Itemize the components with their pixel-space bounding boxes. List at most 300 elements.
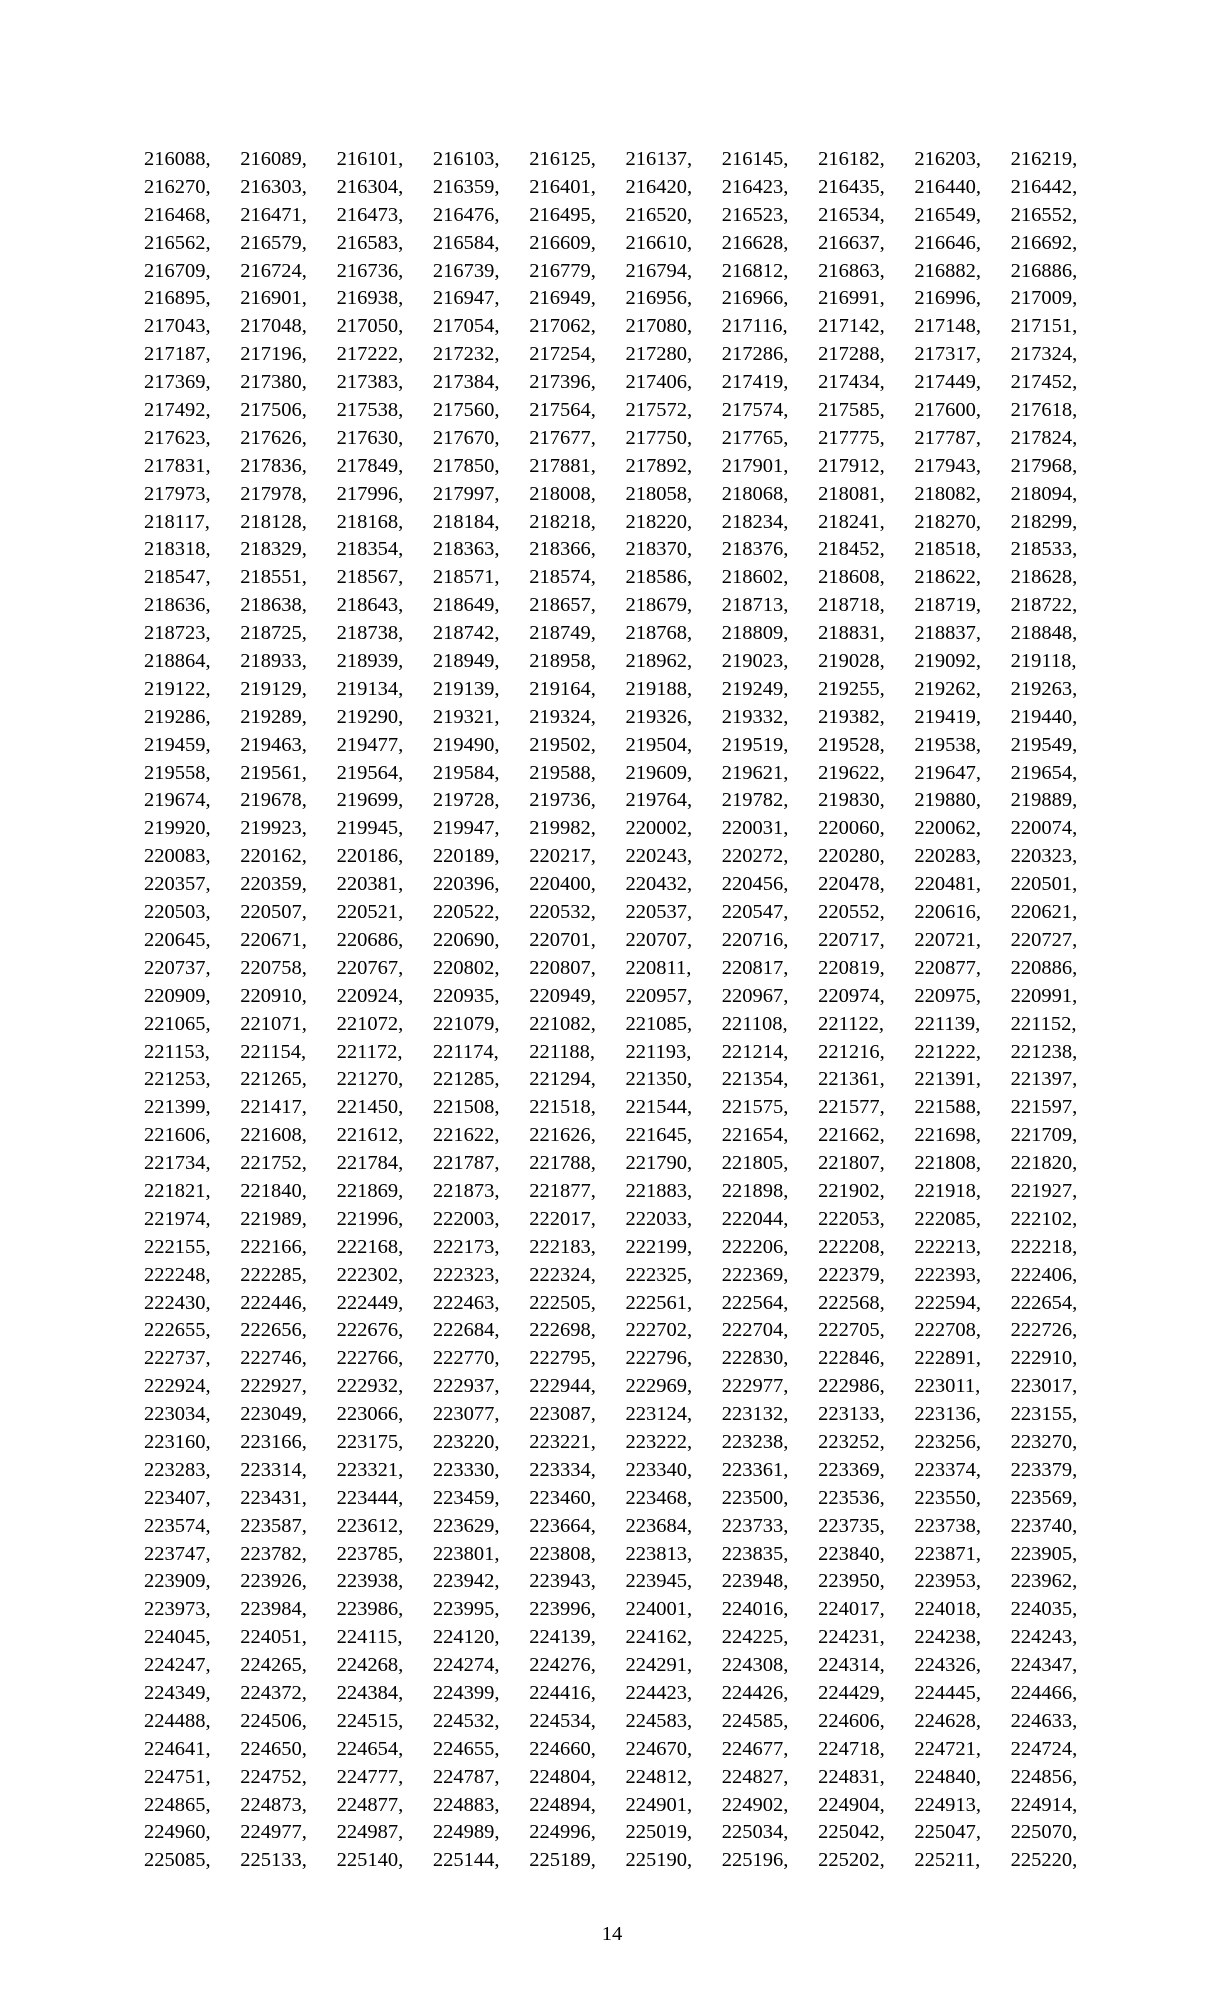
number-cell: 218184, xyxy=(432,510,500,533)
number-cell: 219502, xyxy=(529,733,596,756)
number-cell: 225085, xyxy=(144,1849,211,1872)
number-cell: 219699, xyxy=(336,789,404,812)
number-cell: 216956, xyxy=(625,287,693,310)
number-cell: 218742, xyxy=(432,622,500,645)
number-cell: 218082, xyxy=(914,482,981,505)
number-cell: 221612, xyxy=(336,1124,404,1147)
number-cell: 223569, xyxy=(1010,1486,1078,1509)
number-cell: 216584, xyxy=(432,231,500,254)
number-cell: 216882, xyxy=(914,259,981,282)
number-cell: 217369, xyxy=(144,371,211,394)
number-cell: 223782, xyxy=(240,1542,307,1565)
number-cell: 223321, xyxy=(336,1458,404,1481)
number-cell: 221174, xyxy=(432,1040,499,1063)
number-row xyxy=(144,815,1096,843)
number-cell: 217618, xyxy=(1010,399,1078,422)
number-cell: 220381, xyxy=(336,873,404,896)
number-cell: 217787, xyxy=(914,426,981,449)
number-cell: 224384, xyxy=(336,1681,404,1704)
number-row xyxy=(144,1457,1096,1485)
number-cell: 224534, xyxy=(529,1709,596,1732)
number-cell: 221294, xyxy=(529,1068,596,1091)
number-cell: 221265, xyxy=(240,1068,307,1091)
number-cell: 223369, xyxy=(818,1458,885,1481)
number-cell: 217288, xyxy=(818,343,885,366)
number-cell: 221821, xyxy=(144,1179,211,1202)
number-cell: 224583, xyxy=(625,1709,693,1732)
number-cell: 217775, xyxy=(818,426,885,449)
number-cell: 221734, xyxy=(144,1152,211,1175)
number-row xyxy=(144,760,1096,788)
number-cell: 220991, xyxy=(1010,984,1078,1007)
number-cell: 220186, xyxy=(336,845,404,868)
number-row xyxy=(144,1122,1096,1150)
number-cell: 216523, xyxy=(721,203,789,226)
number-row xyxy=(144,146,1096,174)
number-cell: 220645, xyxy=(144,928,211,951)
number-cell: 221361, xyxy=(818,1068,885,1091)
number-row xyxy=(144,843,1096,871)
number-cell: 223962, xyxy=(1010,1570,1078,1593)
number-row xyxy=(144,1039,1096,1067)
number-cell: 217452, xyxy=(1010,371,1078,394)
number-cell: 222449, xyxy=(336,1291,404,1314)
number-cell: 222986, xyxy=(818,1375,885,1398)
number-cell: 223220, xyxy=(432,1430,500,1453)
number-cell: 220060, xyxy=(818,817,885,840)
number-cell: 219134, xyxy=(336,677,404,700)
number-cell: 224804, xyxy=(529,1765,596,1788)
number-cell: 224231, xyxy=(818,1626,885,1649)
number-cell: 220547, xyxy=(721,901,789,924)
number-cell: 221588, xyxy=(914,1096,981,1119)
number-cell: 223374, xyxy=(914,1458,981,1481)
number-cell: 224777, xyxy=(336,1765,404,1788)
number-cell: 219654, xyxy=(1010,761,1078,784)
number-cell: 219286, xyxy=(144,705,211,728)
number-cell: 222708, xyxy=(914,1319,981,1342)
number-cell: 217560, xyxy=(432,399,500,422)
number-cell: 217831, xyxy=(144,454,211,477)
number-cell: 218622, xyxy=(914,566,981,589)
number-cell: 218719, xyxy=(914,594,981,617)
number-cell: 221417, xyxy=(240,1096,307,1119)
number-cell: 222704, xyxy=(721,1319,789,1342)
number-cell: 216473, xyxy=(336,203,404,226)
number-cell: 216966, xyxy=(721,287,789,310)
number-cell: 224466, xyxy=(1010,1681,1078,1704)
number-cell: 217901, xyxy=(721,454,789,477)
number-row xyxy=(144,174,1096,202)
number-cell: 218518, xyxy=(914,538,981,561)
number-cell: 218008, xyxy=(529,482,596,505)
number-cell: 224660, xyxy=(529,1737,596,1760)
number-cell: 219382, xyxy=(818,705,885,728)
number-cell: 223938, xyxy=(336,1570,404,1593)
number-cell: 219564, xyxy=(336,761,404,784)
number-cell: 224035, xyxy=(1010,1598,1078,1621)
number-cell: 223740, xyxy=(1010,1514,1078,1537)
number-cell: 216552, xyxy=(1010,203,1078,226)
number-cell: 224308, xyxy=(721,1654,789,1677)
number-cell: 223574, xyxy=(144,1514,211,1537)
number-cell: 219477, xyxy=(336,733,404,756)
number-cell: 221354, xyxy=(721,1068,789,1091)
number-cell: 224016, xyxy=(721,1598,789,1621)
number-cell: 225019, xyxy=(625,1821,693,1844)
number-cell: 225047, xyxy=(914,1821,981,1844)
number-cell: 219830, xyxy=(818,789,885,812)
number-cell: 222213, xyxy=(914,1235,981,1258)
number-cell: 221253, xyxy=(144,1068,211,1091)
number-cell: 223905, xyxy=(1010,1542,1078,1565)
number-cell: 217968, xyxy=(1010,454,1078,477)
number-cell: 222369, xyxy=(721,1263,789,1286)
number-cell: 217043, xyxy=(144,315,211,338)
number-cell: 224423, xyxy=(625,1681,693,1704)
number-cell: 219549, xyxy=(1010,733,1078,756)
number-cell: 220162, xyxy=(240,845,307,868)
number-cell: 224426, xyxy=(721,1681,789,1704)
number-cell: 223124, xyxy=(625,1403,693,1426)
number-cell: 223984, xyxy=(240,1598,307,1621)
number-row xyxy=(144,1624,1096,1652)
number-cell: 224051, xyxy=(240,1626,307,1649)
number-cell: 217196, xyxy=(240,343,307,366)
number-cell: 224977, xyxy=(240,1821,307,1844)
number-cell: 224751, xyxy=(144,1765,211,1788)
number-cell: 224877, xyxy=(336,1793,404,1816)
number-cell: 218574, xyxy=(529,566,596,589)
number-cell: 222173, xyxy=(432,1235,500,1258)
number-row xyxy=(144,369,1096,397)
number-cell: 217750, xyxy=(625,426,693,449)
number-cell: 221153, xyxy=(144,1040,210,1063)
number-cell: 218608, xyxy=(818,566,885,589)
number-cell: 218831, xyxy=(818,622,885,645)
number-cell: 217670, xyxy=(432,426,500,449)
number-cell: 222218, xyxy=(1010,1235,1078,1258)
number-cell: 218933, xyxy=(240,650,307,673)
number-cell: 217142, xyxy=(818,315,885,338)
number-cell: 218363, xyxy=(432,538,500,561)
number-cell: 216520, xyxy=(625,203,693,226)
number-cell: 218128, xyxy=(240,510,307,533)
number-cell: 221877, xyxy=(529,1179,596,1202)
number-cell: 216895, xyxy=(144,287,211,310)
number-cell: 221873, xyxy=(432,1179,500,1202)
number-row xyxy=(144,1373,1096,1401)
number-cell: 218958, xyxy=(529,650,596,673)
number-cell: 216794, xyxy=(625,259,693,282)
number-cell: 219519, xyxy=(721,733,789,756)
number-cell: 221152, xyxy=(1010,1012,1077,1035)
number-cell: 220909, xyxy=(144,984,211,1007)
number-cell: 221216, xyxy=(818,1040,885,1063)
number-cell: 222248, xyxy=(144,1263,211,1286)
number-cell: 219139, xyxy=(432,677,500,700)
number-cell: 222737, xyxy=(144,1347,211,1370)
number-cell: 224268, xyxy=(336,1654,404,1677)
number-cell: 222846, xyxy=(818,1347,885,1370)
number-cell: 221399, xyxy=(144,1096,211,1119)
number-cell: 217850, xyxy=(432,454,500,477)
number-cell: 221989, xyxy=(240,1207,307,1230)
number-cell: 220062, xyxy=(914,817,981,840)
number-cell: 221188, xyxy=(529,1040,596,1063)
number-cell: 222796, xyxy=(625,1347,693,1370)
number-cell: 222302, xyxy=(336,1263,404,1286)
number-cell: 223256, xyxy=(914,1430,981,1453)
number-row xyxy=(144,1206,1096,1234)
number-cell: 222208, xyxy=(818,1235,885,1258)
number-cell: 225211, xyxy=(914,1849,981,1872)
number-cell: 217406, xyxy=(625,371,693,394)
number-cell: 222561, xyxy=(625,1291,693,1314)
number-cell: 221918, xyxy=(914,1179,981,1202)
number-cell: 220522, xyxy=(432,901,500,924)
number-cell: 224018, xyxy=(914,1598,981,1621)
number-cell: 217892, xyxy=(625,454,693,477)
number-cell: 218218, xyxy=(529,510,596,533)
number-cell: 223444, xyxy=(336,1486,404,1509)
number-cell: 217317, xyxy=(914,343,981,366)
number-cell: 221784, xyxy=(336,1152,404,1175)
number-cell: 220935, xyxy=(432,984,500,1007)
number-cell: 221154, xyxy=(240,1040,307,1063)
number-cell: 220727, xyxy=(1010,928,1078,951)
number-cell: 223813, xyxy=(625,1542,693,1565)
number-cell: 218809, xyxy=(721,622,789,645)
number-cell: 223950, xyxy=(818,1570,885,1593)
number-cell: 223077, xyxy=(432,1403,500,1426)
number-cell: 224996, xyxy=(529,1821,596,1844)
number-cell: 224238, xyxy=(914,1626,981,1649)
number-row xyxy=(144,1178,1096,1206)
number-cell: 216101, xyxy=(336,148,404,170)
number-cell: 224416, xyxy=(529,1681,596,1704)
number-cell: 222446, xyxy=(240,1291,307,1314)
number-cell: 223735, xyxy=(818,1514,885,1537)
number-cell: 225144, xyxy=(432,1849,500,1872)
number-cell: 218081, xyxy=(818,482,885,505)
number-cell: 220802, xyxy=(432,956,500,979)
number-cell: 222168, xyxy=(336,1235,404,1258)
number-cell: 218628, xyxy=(1010,566,1078,589)
number-cell: 223664, xyxy=(529,1514,596,1537)
number-cell: 224347, xyxy=(1010,1654,1078,1677)
number-cell: 220432, xyxy=(625,873,693,896)
number-cell: 221193, xyxy=(625,1040,692,1063)
number-cell: 221626, xyxy=(529,1124,596,1147)
number-row xyxy=(144,1568,1096,1596)
number-row xyxy=(144,1317,1096,1345)
number-cell: 223175, xyxy=(336,1430,404,1453)
number-cell: 222676, xyxy=(336,1319,404,1342)
number-cell: 216203, xyxy=(914,148,981,170)
number-cell: 222654, xyxy=(1010,1291,1078,1314)
number-cell: 224960, xyxy=(144,1821,211,1844)
number-cell: 224856, xyxy=(1010,1765,1078,1788)
number-cell: 224721, xyxy=(914,1737,981,1760)
number-cell: 220537, xyxy=(625,901,693,924)
number-cell: 222053, xyxy=(818,1207,885,1230)
number-cell: 219092, xyxy=(914,650,981,673)
number-cell: 219332, xyxy=(721,705,789,728)
number-cell: 218602, xyxy=(721,566,789,589)
number-cell: 216423, xyxy=(721,175,789,198)
number-cell: 219621, xyxy=(721,761,789,784)
number-cell: 220074, xyxy=(1010,817,1078,840)
number-cell: 216442, xyxy=(1010,175,1078,198)
number-row xyxy=(144,927,1096,955)
number-cell: 216579, xyxy=(240,231,307,254)
number-cell: 216495, xyxy=(529,203,596,226)
number-cell: 220957, xyxy=(625,984,693,1007)
number-cell: 218366, xyxy=(529,538,596,561)
number-cell: 222102, xyxy=(1010,1207,1078,1230)
number-cell: 220507, xyxy=(240,901,307,924)
number-cell: 216949, xyxy=(529,287,596,310)
number-cell: 217050, xyxy=(336,315,404,338)
number-cell: 221085, xyxy=(625,1012,693,1035)
number-cell: 222830, xyxy=(721,1347,789,1370)
number-cell: 216125, xyxy=(529,148,596,170)
number-cell: 221214, xyxy=(721,1040,789,1063)
number-cell: 224349, xyxy=(144,1681,211,1704)
number-cell: 219321, xyxy=(432,705,500,728)
number-cell: 220737, xyxy=(144,956,211,979)
number-cell: 224120, xyxy=(432,1626,500,1649)
number-row xyxy=(144,983,1096,1011)
number-cell: 223340, xyxy=(625,1458,693,1481)
number-row xyxy=(144,1011,1096,1039)
number-cell: 223948, xyxy=(721,1570,789,1593)
number-cell: 218725, xyxy=(240,622,307,645)
number-cell: 218848, xyxy=(1010,622,1078,645)
number-cell: 221820, xyxy=(1010,1152,1078,1175)
number-cell: 218354, xyxy=(336,538,404,561)
number-cell: 219880, xyxy=(914,789,981,812)
number-cell: 224989, xyxy=(432,1821,500,1844)
number-cell: 220767, xyxy=(336,956,404,979)
number-row xyxy=(144,1652,1096,1680)
number-cell: 219528, xyxy=(818,733,885,756)
number-cell: 218241, xyxy=(818,510,885,533)
number-cell: 219129, xyxy=(240,677,307,700)
number-cell: 218270, xyxy=(914,510,981,533)
number-cell: 225133, xyxy=(240,1849,307,1872)
number-cell: 224606, xyxy=(818,1709,885,1732)
number-cell: 216562, xyxy=(144,231,211,254)
number-cell: 220807, xyxy=(529,956,596,979)
number-cell: 224787, xyxy=(432,1765,500,1788)
number-cell: 221788, xyxy=(529,1152,596,1175)
number-cell: 218718, xyxy=(818,594,885,617)
number-cell: 216628, xyxy=(721,231,789,254)
number-cell: 217080, xyxy=(625,315,693,338)
number-cell: 218749, xyxy=(529,622,596,645)
number-cell: 221608, xyxy=(240,1124,307,1147)
number-cell: 225220, xyxy=(1010,1849,1078,1872)
number-row xyxy=(144,592,1096,620)
number-cell: 220910, xyxy=(240,984,307,1007)
number-cell: 224904, xyxy=(818,1793,885,1816)
number-cell: 222910, xyxy=(1010,1347,1078,1370)
number-cell: 217836, xyxy=(240,454,307,477)
number-cell: 219538, xyxy=(914,733,981,756)
number-cell: 221902, xyxy=(818,1179,885,1202)
number-cell: 224326, xyxy=(914,1654,981,1677)
number-cell: 223431, xyxy=(240,1486,307,1509)
number-cell: 220701, xyxy=(529,928,596,951)
number-row xyxy=(144,787,1096,815)
number-cell: 223407, xyxy=(144,1486,211,1509)
number-cell: 221108, xyxy=(721,1012,788,1035)
number-cell: 220811, xyxy=(625,956,692,979)
number-cell: 217054, xyxy=(432,315,500,338)
number-cell: 221622, xyxy=(432,1124,500,1147)
number-cell: 220967, xyxy=(721,984,789,1007)
number-cell: 222937, xyxy=(432,1375,500,1398)
number-cell: 216996, xyxy=(914,287,981,310)
number-cell: 225190, xyxy=(625,1849,693,1872)
number-cell: 221790, xyxy=(625,1152,693,1175)
number-cell: 223747, xyxy=(144,1542,211,1565)
number-cell: 221840, xyxy=(240,1179,307,1202)
number-row xyxy=(144,202,1096,230)
number-cell: 221072, xyxy=(336,1012,404,1035)
number-row xyxy=(144,1150,1096,1178)
number-cell: 219289, xyxy=(240,705,307,728)
number-cell: 223835, xyxy=(721,1542,789,1565)
number-cell: 223738, xyxy=(914,1514,981,1537)
number-row xyxy=(144,1429,1096,1457)
number-cell: 219118, xyxy=(1010,650,1077,673)
number-cell: 218638, xyxy=(240,594,307,617)
number-cell: 219122, xyxy=(144,677,211,700)
number-cell: 220280, xyxy=(818,845,885,868)
number-cell: 225202, xyxy=(818,1849,885,1872)
number-cell: 222183, xyxy=(529,1235,596,1258)
number-list xyxy=(144,146,1096,1875)
number-cell: 223801, xyxy=(432,1542,500,1565)
number-cell: 223459, xyxy=(432,1486,500,1509)
number-cell: 224718, xyxy=(818,1737,885,1760)
number-cell: 220690, xyxy=(432,928,500,951)
number-cell: 221787, xyxy=(432,1152,500,1175)
number-cell: 223871, xyxy=(914,1542,981,1565)
number-cell: 218837, xyxy=(914,622,981,645)
number-row xyxy=(144,1736,1096,1764)
number-cell: 225140, xyxy=(336,1849,404,1872)
number-cell: 221071, xyxy=(240,1012,307,1035)
number-cell: 217434, xyxy=(818,371,885,394)
number-cell: 224894, xyxy=(529,1793,596,1816)
number-cell: 222795, xyxy=(529,1347,596,1370)
number-cell: 222085, xyxy=(914,1207,981,1230)
number-cell: 216476, xyxy=(432,203,500,226)
number-cell: 224225, xyxy=(721,1626,789,1649)
number-cell: 223155, xyxy=(1010,1403,1078,1426)
number-cell: 217396, xyxy=(529,371,596,394)
number-cell: 221065, xyxy=(144,1012,211,1035)
number-cell: 221645, xyxy=(625,1124,693,1147)
number-cell: 223283, xyxy=(144,1458,211,1481)
number-cell: 220243, xyxy=(625,845,693,868)
number-cell: 218723, xyxy=(144,622,211,645)
number-cell: 219459, xyxy=(144,733,211,756)
